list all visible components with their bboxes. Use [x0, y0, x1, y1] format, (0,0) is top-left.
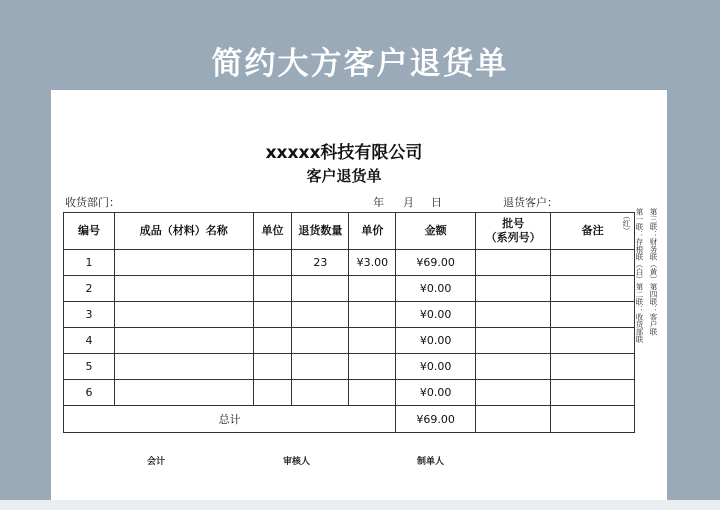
cell-name[interactable] — [114, 276, 253, 302]
cell-price[interactable] — [349, 276, 396, 302]
header-amount: 金额 — [396, 213, 476, 250]
cell-no[interactable]: 1 — [64, 250, 115, 276]
table-row — [64, 276, 635, 302]
cell-price[interactable] — [349, 328, 396, 354]
table-row — [64, 380, 635, 406]
cell-qty[interactable] — [292, 302, 349, 328]
table-row — [64, 328, 635, 354]
cell-qty[interactable] — [292, 276, 349, 302]
copy-notes-right: 第三联：财务联（黄）第四联：客户联 — [649, 208, 658, 336]
cell-amount[interactable]: ¥69.00 — [396, 250, 476, 276]
cell-unit[interactable] — [253, 354, 292, 380]
cell-batch[interactable] — [475, 276, 550, 302]
cell-unit[interactable] — [253, 328, 292, 354]
banner-title: 简约大方客户退货单 — [211, 46, 509, 82]
total-remark-cell — [551, 406, 635, 433]
cell-unit[interactable] — [253, 302, 292, 328]
total-amount[interactable]: ¥69.00 — [396, 406, 476, 433]
cell-price[interactable] — [349, 302, 396, 328]
cell-batch[interactable] — [475, 354, 550, 380]
cell-remark[interactable] — [551, 250, 635, 276]
cell-no[interactable]: 4 — [64, 328, 115, 354]
receiving-dept-label: 收货部门： — [65, 196, 120, 209]
cell-remark[interactable] — [551, 302, 635, 328]
cell-remark[interactable] — [551, 380, 635, 406]
cell-price[interactable] — [349, 354, 396, 380]
year-label: 年 — [373, 196, 384, 209]
cell-unit[interactable] — [253, 380, 292, 406]
cell-remark[interactable] — [551, 354, 635, 380]
day-label: 日 — [431, 196, 442, 209]
header-price: 单价 — [349, 213, 396, 250]
header-batch-line1: 批号 — [502, 217, 525, 230]
header-qty: 退货数量 — [292, 213, 349, 250]
cell-amount[interactable]: ¥0.00 — [396, 328, 476, 354]
cell-name[interactable] — [114, 302, 253, 328]
table-header-row — [64, 213, 635, 250]
table-row — [64, 250, 635, 276]
cell-batch[interactable] — [475, 302, 550, 328]
header-batch-line2: （系列号） — [485, 231, 541, 244]
cell-qty[interactable] — [292, 380, 349, 406]
table-row — [64, 302, 635, 328]
cell-batch[interactable] — [475, 328, 550, 354]
cell-price[interactable]: ¥3.00 — [349, 250, 396, 276]
reviewer-signature-label: 审核人 — [283, 457, 311, 467]
cell-name[interactable] — [114, 354, 253, 380]
cell-no[interactable]: 5 — [64, 354, 115, 380]
company-name: xxxxx科技有限公司 — [265, 143, 423, 163]
cell-amount[interactable]: ¥0.00 — [396, 276, 476, 302]
cell-amount[interactable]: ¥0.00 — [396, 380, 476, 406]
cell-unit[interactable] — [253, 250, 292, 276]
cell-amount[interactable]: ¥0.00 — [396, 302, 476, 328]
cell-name[interactable] — [114, 380, 253, 406]
document-title: 客户退货单 — [306, 167, 382, 185]
month-label: 月 — [403, 196, 414, 209]
header-remark: 备注 — [551, 213, 635, 250]
cell-name[interactable] — [114, 328, 253, 354]
table-row — [64, 354, 635, 380]
page-footer-strip — [0, 500, 720, 510]
header-batch — [475, 213, 550, 250]
total-row — [64, 406, 635, 433]
cell-no[interactable]: 2 — [64, 276, 115, 302]
copy-color-note: （红） — [622, 212, 631, 235]
header-unit: 单位 — [253, 213, 292, 250]
cell-no[interactable]: 3 — [64, 302, 115, 328]
header-no: 编号 — [64, 213, 115, 250]
cell-qty[interactable]: 23 — [292, 250, 349, 276]
cell-unit[interactable] — [253, 276, 292, 302]
copy-notes-left: 第一联：存根联（白）第二联：收货部联 — [635, 208, 644, 343]
total-batch-cell — [475, 406, 550, 433]
return-slip-sheet — [51, 90, 667, 510]
cell-batch[interactable] — [475, 250, 550, 276]
cell-remark[interactable] — [551, 328, 635, 354]
cell-qty[interactable] — [292, 354, 349, 380]
cell-price[interactable] — [349, 380, 396, 406]
cell-name[interactable] — [114, 250, 253, 276]
maker-signature-label: 制单人 — [417, 457, 445, 467]
return-customer-label: 退货客户： — [503, 196, 558, 209]
cell-no[interactable]: 6 — [64, 380, 115, 406]
total-label: 总计 — [64, 406, 396, 433]
accountant-signature-label: 会计 — [147, 457, 166, 467]
cell-batch[interactable] — [475, 380, 550, 406]
cell-amount[interactable]: ¥0.00 — [396, 354, 476, 380]
cell-remark[interactable] — [551, 276, 635, 302]
returns-table — [63, 212, 635, 433]
header-name: 成品（材料）名称 — [114, 213, 253, 250]
cell-qty[interactable] — [292, 328, 349, 354]
